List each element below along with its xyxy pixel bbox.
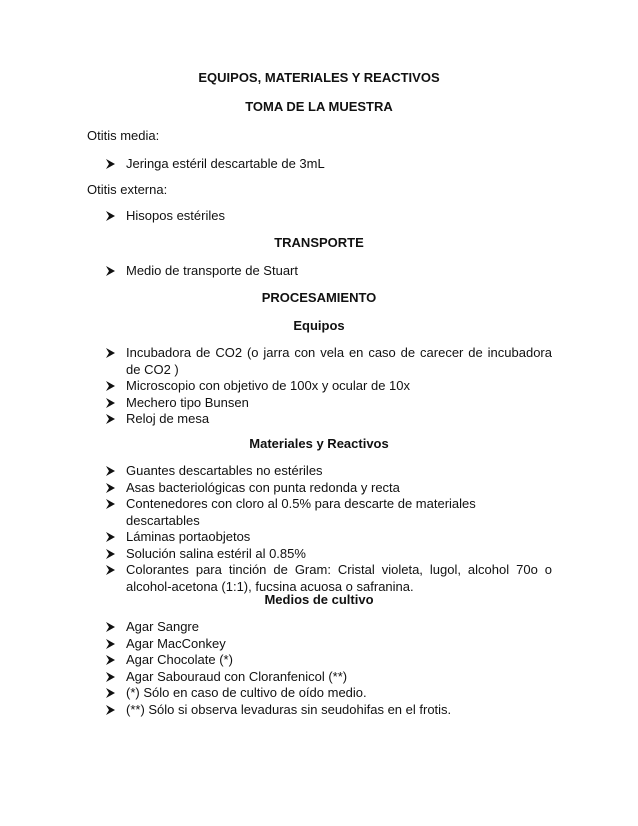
list-item: (**) Sólo si observa levaduras sin seudohifas en el frotis. [104, 702, 552, 719]
otitis-media-list [104, 156, 552, 173]
list-item: Hisopos estériles [104, 208, 552, 225]
arrow-bullet-icon [104, 395, 118, 411]
medios-list [104, 619, 552, 718]
transporte-list [104, 263, 552, 280]
section-heading-transporte: TRANSPORTE [274, 235, 364, 250]
list-item: Mechero tipo Bunsen [104, 395, 552, 412]
arrow-bullet-icon [104, 463, 118, 479]
arrow-bullet-icon [104, 669, 118, 685]
arrow-bullet-icon [104, 208, 118, 224]
subheading-equipos: Equipos [293, 318, 345, 333]
arrow-bullet-icon [104, 636, 118, 652]
equipos-list [104, 345, 552, 428]
list-item: Colorantes para tinción de Gram: Cristal violeta, lugol, alcohol 70o o alcohol-acetona (1:1), fucsina acuosa o safranina. [104, 562, 552, 595]
arrow-bullet-icon [104, 263, 118, 279]
arrow-bullet-icon [104, 702, 118, 718]
list-item: Agar Sangre [104, 619, 552, 636]
subheading-medios: Medios de cultivo [264, 592, 374, 607]
arrow-bullet-icon [104, 496, 118, 512]
arrow-bullet-icon [104, 619, 118, 635]
arrow-bullet-icon [104, 411, 118, 427]
list-item: Agar MacConkey [104, 636, 552, 653]
arrow-bullet-icon [104, 652, 118, 668]
arrow-bullet-icon [104, 345, 118, 361]
section-heading-toma: TOMA DE LA MUESTRA [245, 99, 393, 114]
otitis-media-label: Otitis media: [87, 128, 160, 143]
otitis-externa-list [104, 208, 552, 225]
list-item: Láminas portaobjetos [104, 529, 552, 546]
otitis-externa-label: Otitis externa: [87, 182, 168, 197]
list-item: Solución salina estéril al 0.85% [104, 546, 552, 563]
arrow-bullet-icon [104, 546, 118, 562]
document-title: EQUIPOS, MATERIALES Y REACTIVOS [198, 70, 440, 85]
arrow-bullet-icon [104, 480, 118, 496]
list-item: Asas bacteriológicas con punta redonda y recta [104, 480, 552, 497]
arrow-bullet-icon [104, 685, 118, 701]
list-item: Agar Chocolate (*) [104, 652, 552, 669]
arrow-bullet-icon [104, 156, 118, 172]
list-item: Jeringa estéril descartable de 3mL [104, 156, 552, 173]
list-item: Incubadora de CO2 (o jarra con vela en caso de carecer de incubadora de CO2 ) [104, 345, 552, 378]
list-item: Medio de transporte de Stuart [104, 263, 552, 280]
list-item: Agar Sabouraud con Cloranfenicol (**) [104, 669, 552, 686]
subheading-materiales: Materiales y Reactivos [249, 436, 389, 451]
materiales-list [104, 463, 552, 595]
list-item: Guantes descartables no estériles [104, 463, 552, 480]
section-heading-procesamiento: PROCESAMIENTO [261, 290, 377, 305]
list-item: (*) Sólo en caso de cultivo de oído medio. [104, 685, 552, 702]
arrow-bullet-icon [104, 529, 118, 545]
list-item: Contenedores con cloro al 0.5% para descarte de materiales descartables [104, 496, 552, 529]
list-item: Reloj de mesa [104, 411, 552, 428]
list-item: Microscopio con objetivo de 100x y ocular de 10x [104, 378, 552, 395]
arrow-bullet-icon [104, 562, 118, 578]
arrow-bullet-icon [104, 378, 118, 394]
